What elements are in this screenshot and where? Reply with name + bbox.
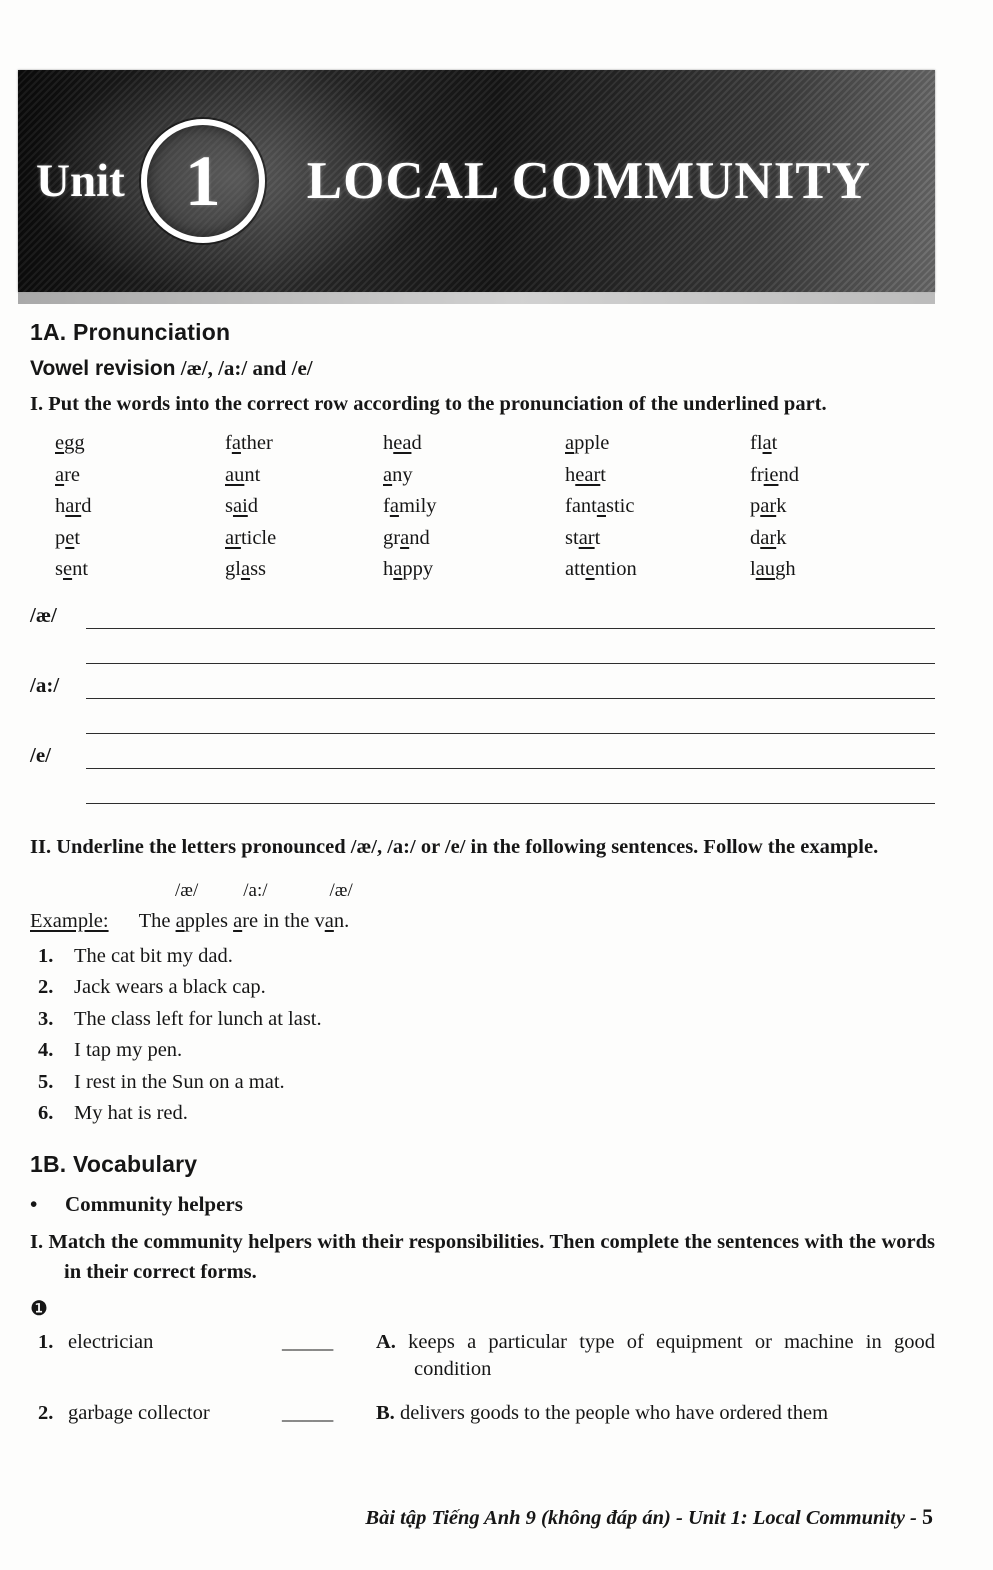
sentence-row [38,1098,935,1130]
word-cell: glass [225,558,267,580]
sentence-text: The cat bit my dad. [74,944,233,967]
phoneme-label: /a:/ [30,672,60,697]
word-cell: start [565,526,601,549]
word-cell: any [383,463,413,486]
answer-rows [30,594,935,804]
example-sentence: The apples are in the van. [138,909,350,932]
unit-number: 1 [184,141,221,221]
match-term-cell [38,1329,282,1356]
sentence-number: 1. [38,944,54,967]
sentence-text: My hat is red. [74,1102,188,1124]
task-1-instruction: I. Put the words into the correct row according to the pronunciation of the underlined part. [30,393,827,415]
unit-label: Unit [36,155,125,207]
answer-lines [86,734,935,804]
sentence-row [38,941,935,973]
phonetic-label: /a:/ [243,879,268,901]
sentence-text: I rest in the Sun on a mat. [74,1070,285,1093]
word-cell: hard [55,495,92,517]
word-cell: dark [750,526,787,549]
match-blank: _____ [282,1401,334,1424]
match-letter: B. [376,1401,395,1424]
word-cell: aunt [225,463,261,486]
word-cell: are [55,463,81,486]
vowel-revision-subheading [30,355,935,382]
answer-blank-line [86,734,935,769]
unit-banner [18,70,935,292]
unit-title: LOCAL COMMUNITY [306,152,871,210]
word-cell: happy [383,558,434,580]
community-helpers-topic [30,1191,935,1217]
word-cell: article [225,526,277,549]
topic-label: Community helpers [65,1191,243,1216]
answer-row [30,734,935,804]
sentence-row [38,972,935,1004]
word-cell: pet [55,526,81,549]
word-cell: egg [55,432,85,454]
sentence-number: 4. [38,1039,54,1061]
phonetic-label: /æ/ [329,879,353,901]
match-description: A. keeps a particular type of equipment or machine in good condition [376,1330,935,1380]
unit-number-circle [141,119,265,243]
sentence-number: 2. [38,976,54,998]
match-description: B. delivers goods to the people who have ordered them [376,1401,829,1424]
word-cell: said [225,495,259,517]
word-cell: friend [750,463,799,486]
word-cell: apple [565,432,610,454]
match-term-cell [38,1400,282,1427]
exercise-1-marker: ❶ [30,1295,48,1320]
example-line [30,906,935,936]
answer-lines [86,664,935,734]
word-cell: fantastic [565,495,635,517]
word-cell: attention [565,558,637,580]
subheading-bold: Vowel revision [30,357,176,380]
subheading-tail: /æ/, /a:/ and /e/ [175,356,313,380]
sentence-number: 3. [38,1007,54,1030]
word-cell: flat [750,432,778,454]
sentence-row [38,1004,935,1036]
match-instruction: I. Match the community helpers with their responsibilities. Then complete the sentences with the words in their correct forms. [30,1230,935,1283]
sentence-list [38,941,935,1130]
answer-blank-line [86,769,935,804]
match-list [38,1329,935,1427]
word-cell: grand [383,526,430,549]
sentence-number: 5. [38,1070,54,1093]
match-term: garbage collector [68,1401,210,1424]
word-cell: family [383,495,437,517]
sentence-text: I tap my pen. [74,1039,183,1061]
answer-row [30,664,935,734]
page-footer [365,1504,933,1530]
answer-blank-line [86,629,935,664]
phoneme-label: /æ/ [30,602,57,627]
sentence-text: The class left for lunch at last. [74,1007,322,1030]
footer-page-number: 5 [922,1504,933,1529]
match-number: 1. [38,1330,54,1353]
answer-blank-line [86,594,935,629]
match-number: 2. [38,1401,54,1424]
sentence-text: Jack wears a black cap. [74,976,266,998]
word-cell: father [225,432,273,454]
footer-text: Bài tập Tiếng Anh 9 (không đáp án) - Unit 1: Local Community - [365,1507,922,1529]
sentence-row [38,1035,935,1067]
match-letter: A. [376,1330,396,1353]
section-1a-heading: 1A. Pronunciation [30,319,231,345]
answer-lines [86,594,935,664]
word-cell: sent [55,558,89,580]
section-1b-heading: 1B. Vocabulary [30,1150,198,1177]
bullet-icon: • [30,1191,38,1216]
workbook-page [0,70,993,1570]
word-cell: heart [565,463,606,486]
task-2-instruction: II. Underline the letters pronounced /æ/, /a:/ or /e/ in the following sentences. Follow the example. [30,835,879,858]
match-blank: _____ [282,1330,334,1353]
sentence-number: 6. [38,1102,54,1124]
phoneme-label: /e/ [30,742,51,767]
answer-blank-line [86,664,935,699]
match-term: electrician [68,1330,154,1353]
answer-row [30,594,935,664]
page-content [0,292,993,1427]
phonetic-guides [30,880,935,902]
phonetic-label: /æ/ [175,879,199,901]
word-cell: park [750,495,787,517]
sentence-row [38,1067,935,1099]
word-cell: laugh [750,558,796,580]
word-table [30,428,935,586]
answer-blank-line [86,699,935,734]
example-label: Example: [30,909,109,932]
word-cell: head [383,432,422,454]
